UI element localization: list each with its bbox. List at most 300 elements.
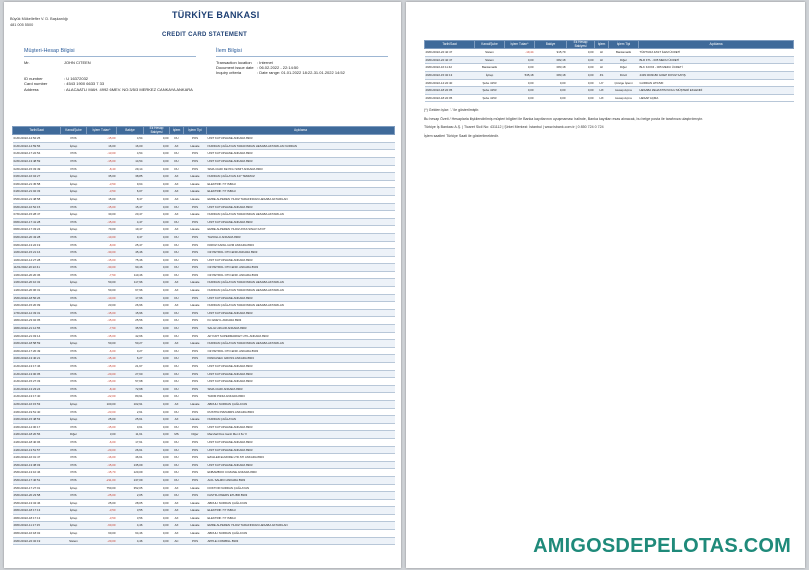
table-row [13,150,395,158]
balance-cell: 0,00 [535,94,567,102]
balance-cell: 915,79 [535,49,567,57]
code-cell: DU [170,150,184,158]
description-cell: UNIT KUTUPHANE ANKARA 8903 [207,438,395,446]
column-header: İşlem Tipi [184,127,207,135]
extra-balance-cell: 0,00 [144,233,170,241]
column-header: İşlem [170,127,184,135]
balance-cell: 083,18 [535,64,567,72]
balance-cell: 57,68 [117,378,144,386]
balance-cell: 29,14 [117,165,144,173]
extra-balance-cell: 0,00 [567,87,595,95]
column-header: Kanal/Şube [61,127,87,135]
type-cell: Havale [184,302,207,310]
amount-cell: -20,00 [87,370,117,378]
table-row [13,461,395,469]
column-header: Ek Hesap Bakiyesi [144,127,170,135]
description-cell: Marshall Dos Isanli Mer.4 6s Yi [207,431,395,439]
extra-balance-cell: 0,00 [144,211,170,219]
table-row [13,393,395,401]
type-cell: Havale [184,522,207,530]
type-cell: Havale [184,279,207,287]
code-cell: AC [170,537,184,545]
amount-cell: -30,00 [87,264,117,272]
type-cell: POS [184,393,207,401]
type-cell: POS [184,408,207,416]
balance-cell: 75,46 [117,256,144,264]
description-cell: OZ PETROL OTO.ENR. ANKARA 8903 [207,264,395,272]
balance-cell: 90,46 [117,264,144,272]
customer-section-title: Müşteri-Hesap Bilgisi [24,48,75,54]
type-cell: Havale [184,195,207,203]
description-cell: UNIT KUTUPHANE ANKARA 8903 [207,135,395,143]
date-cell: 25/01/2022-13:10:46 [13,469,61,477]
date-cell: 28/01/2022-16:18:02 [13,530,61,538]
type-cell: POS [184,150,207,158]
extra-balance-cell: 0,00 [567,94,595,102]
amount-cell: 750,00 [87,484,117,492]
channel-cell: POS [61,271,87,279]
balance-cell: 16,00 [117,142,144,150]
type-cell: POS [184,135,207,143]
amount-cell: -23,00 [87,408,117,416]
table-row [13,385,395,393]
description-cell: UNIT KUTUPHANE ANKARA 8903 [207,256,395,264]
extra-balance-cell: 0,00 [144,142,170,150]
extra-balance-cell: 0,00 [567,79,595,87]
amount-cell: -7,50 [87,325,117,333]
code-cell: AX [170,522,184,530]
description-cell: NURDAN ÇAĞLAYAN TARAFINDAN HESABA AKTARILAN [207,287,395,295]
channel-cell: POS [61,256,87,264]
description-cell: NURDAN ÇAĞLAYAN TARAFINDAN HESABA AKTARILAN NURDAN [207,142,395,150]
extra-balance-cell: 0,00 [144,173,170,181]
amount-cell: -20,00 [87,537,117,545]
channel-cell: POS [61,294,87,302]
extra-balance-cell: 0,00 [144,249,170,257]
balance-cell: 135,09 [117,461,144,469]
type-cell: Havale [184,416,207,424]
description-cell: RUSTPA PIZZAMRS ANKARA 8903 [207,408,395,416]
date-cell: 18/01/2022-21:12:55 [13,325,61,333]
date-cell: 28/01/2022-11:17:15 [13,522,61,530]
extra-balance-cell: 0,00 [144,469,170,477]
table-header-row [13,127,395,135]
date-cell: 24/01/2022-16:01:47 [13,454,61,462]
table-row [13,309,395,317]
table-row [13,180,395,188]
column-header: Bakiye [117,127,144,135]
balance-cell: 26,61 [117,446,144,454]
extra-balance-cell: 0,00 [144,241,170,249]
extra-balance-cell: 0,00 [144,370,170,378]
date-cell: 15/01/2022-18:56:26 [13,294,61,302]
balance-cell: 082,18 [535,56,567,64]
note-line: (*) Gelden işlar: '-' ile gösterilmiştir. [424,108,480,112]
table-row [13,195,395,203]
amount-cell: -15,00 [87,332,117,340]
amount-cell: -13,00 [87,150,117,158]
table-row [13,294,395,302]
amount-cell: 70,00 [87,226,117,234]
description-cell: ABDULI NURDAN ÇAĞLAYAN [207,499,395,507]
extra-balance-cell: 0,00 [144,355,170,363]
description-cell: ELEKTRIK 7/7 ISBAU [207,180,395,188]
table-row [13,241,395,249]
code-cell: DU [170,233,184,241]
amount-cell: -19,44 [505,49,535,57]
type-cell: POS [184,355,207,363]
date-cell: 13/01/2022-20:20:36 [13,271,61,279]
date-cell: 25/01/2022-17:46:51 [13,476,61,484]
channel-cell: İşCep [61,180,87,188]
amount-cell: -6,00 [87,347,117,355]
amount-cell: 25,00 [87,416,117,424]
table-row [13,203,395,211]
extra-balance-cell: 0,00 [144,287,170,295]
extra-balance-cell: 0,00 [144,340,170,348]
balance-cell: 38,85 [117,173,144,181]
extra-balance-cell: 0,00 [144,416,170,424]
balance-cell: 120,09 [117,469,144,477]
date-cell: 29/01/2022-15:32:13 [425,71,475,79]
description-cell: ELEKTRIK 7/7 ISBAU [207,188,395,196]
table-row [13,325,395,333]
extra-balance-cell: 0,00 [144,302,170,310]
channel-cell: POS [61,492,87,500]
channel-cell: Şube 4153 [475,79,505,87]
transactions-table-continued [424,40,794,102]
description-cell: ABDULI NURDAN ÇAĞLAYAN [207,400,395,408]
balance-cell: 352,05 [117,484,144,492]
channel-cell: İşCep [61,226,87,234]
date-cell: 09/01/2022-20:43:28 [13,233,61,241]
table-row [13,446,395,454]
code-cell: DU [170,157,184,165]
channel-cell: Diğer [61,431,87,439]
code-cell: AX [170,279,184,287]
date-cell: 29/01/2022-14:22:40 [425,79,475,87]
description-cell: ELEKTRIK 7/7 ISBAU [207,514,395,522]
description-cell: NURDAN ÇAĞLAYAN TARAFINDAN HESABA AKTARILAN [207,302,395,310]
amount-cell: -6,00 [87,438,117,446]
type-cell: POS [184,385,207,393]
channel-cell: POS [61,476,87,484]
type-cell: POS [184,446,207,454]
channel-cell: İşCep [61,188,87,196]
type-cell: Havale [184,484,207,492]
extra-balance-cell: 0,00 [144,203,170,211]
type-cell: POS [184,241,207,249]
description-cell: NURDAN ÇAĞLAYAN TARAFINDAN HESABA AKTARILAN [207,340,395,348]
balance-cell: 083,18 [535,71,567,79]
date-cell: 29/01/2022-22:32:19 [13,537,61,545]
date-cell: 29/01/2022-22:42:47 [425,56,475,64]
type-cell: POS [184,492,207,500]
channel-cell: İşCep [61,340,87,348]
table-row [13,271,395,279]
code-cell: DU [170,249,184,257]
statement-page-1 [4,2,401,568]
amount-cell: -3,50 [87,507,117,515]
description-cell: KIRKIZ KAPALI AVM ANKARA 8903 [207,241,395,249]
amount-cell: -211,00 [87,476,117,484]
balance-cell: 4,54 [117,135,144,143]
amount-cell: -15,00 [87,378,117,386]
balance-cell: 46,61 [117,454,144,462]
date-cell: 16/01/2022-15:20:09 [13,302,61,310]
extra-balance-cell: 0,00 [144,423,170,431]
code-cell: AX [170,416,184,424]
amount-cell: 0,00 [505,79,535,87]
code-cell: AX [170,499,184,507]
extra-balance-cell: 0,00 [144,150,170,158]
description-cell: EMRE ALPEREN YILDIZ ATAS SINAV KAYIT [207,226,395,234]
description-cell: UNIT KUTUPHANE ANKARA 8903 [207,218,395,226]
balance-cell: 15,96 [117,309,144,317]
balance-cell: 35,56 [117,325,144,333]
channel-cell: İşCep [61,499,87,507]
balance-cell: 42,66 [117,332,144,340]
type-cell: POS [184,317,207,325]
table-row [13,530,395,538]
table-row [13,378,395,386]
extra-balance-cell: 0,00 [144,264,170,272]
channel-cell: POS [61,438,87,446]
extra-balance-cell: 0,00 [144,309,170,317]
description-cell: ACIL SAHIKO ANKARA 8903 [207,476,395,484]
date-cell: 10/01/2022-14:27:28 [13,256,61,264]
channel-cell: İşCep [475,71,505,79]
amount-cell: -15,00 [87,317,117,325]
description-cell: APPLE.COM/BILL 8903 [207,537,395,545]
code-cell: DU [170,492,184,500]
code-cell: DU [170,438,184,446]
type-cell: Diğer [184,431,207,439]
amount-cell: -15,40 [87,355,117,363]
customer-address-row: Address : ALACAATLI MAH. 4992 6MEV. NO:3/5/3 MERKEZ CANKAYA ANKARA [24,86,193,92]
description-cell: UNIT KUTUPHANE ANKARA 8903 [207,157,395,165]
extra-balance-cell: 0,00 [144,135,170,143]
description-cell: TAZOGLU ANKARA 8903 [207,233,395,241]
channel-cell: POS [61,454,87,462]
type-cell: Hesap Açma [609,94,639,102]
table-row [13,302,395,310]
date-cell: 25/01/2022-13:34:46 [13,499,61,507]
extra-balance-cell: 0,00 [144,492,170,500]
column-header: İşlem [595,41,609,49]
table-row [425,87,794,95]
channel-cell: POS [61,241,87,249]
code-cell: AX [170,530,184,538]
channel-cell: POS [61,332,87,340]
code-cell: AX [170,507,184,515]
description-cell: TADIM PIZZA ANKARA 8903 [207,393,395,401]
channel-cell: İşCep [61,302,87,310]
balance-cell: 28,05 [117,499,144,507]
balance-cell: 6,07 [117,188,144,196]
table-row [13,423,395,431]
code-cell: DU [170,454,184,462]
code-cell: DU [170,317,184,325]
channel-cell: POS [61,157,87,165]
type-cell: Havale [184,499,207,507]
table-row [425,49,794,57]
transactions-table [12,126,395,545]
statement-page-2 [406,2,805,568]
amount-cell: 35,00 [87,173,117,181]
balance-cell: 21,67 [117,363,144,371]
type-cell: Havale [184,226,207,234]
table-row [13,522,395,530]
type-cell: Diğer [609,64,639,72]
channel-cell: İşCep [61,173,87,181]
channel-cell: POS [61,355,87,363]
date-cell: 23/01/2022-19:51:40 [13,408,61,416]
code-cell: DU [170,446,184,454]
date-cell: 13/01/2022-20:10:32 [13,279,61,287]
column-header: İşlem Tutarı* [505,41,535,49]
column-header: Ek Hesap Bakiyesi [567,41,595,49]
balance-cell: 27,60 [117,370,144,378]
type-cell: Havale [184,340,207,348]
table-row [13,408,395,416]
balance-cell: 117,96 [117,279,144,287]
amount-cell: 25,00 [87,499,117,507]
code-cell: AX [170,287,184,295]
table-row [13,211,395,219]
extra-balance-cell: 0,00 [144,218,170,226]
extra-balance-cell: 0,00 [144,461,170,469]
amount-cell: -3,50 [87,188,117,196]
code-cell: HY [595,79,609,87]
balance-cell: 4,54 [117,150,144,158]
code-cell: DU [170,294,184,302]
type-cell: Havale [184,180,207,188]
type-cell: POS [184,309,207,317]
code-cell: DU [170,165,184,173]
description-cell: UNIT KUTUPHANE ANKARA 8903 [207,294,395,302]
balance-cell: 2,61 [117,408,144,416]
amount-cell: 50,00 [87,287,117,295]
code-cell: HI [595,56,609,64]
table-row [13,317,395,325]
description-cell: ABDULI NURDAN ÇAĞLAYAN [207,530,395,538]
table-row [13,438,395,446]
balance-cell: 4,46 [117,537,144,545]
code-cell: AX [170,302,184,310]
table-row [13,431,395,439]
column-header: Açıklama [207,127,395,135]
description-cell: OZ PETROL OTO.ENR. ANKARA 8903 [207,271,395,279]
channel-cell: POS [61,165,87,173]
table-row [13,537,395,545]
balance-cell: 0,61 [117,423,144,431]
balance-cell: 17,96 [117,294,144,302]
amount-cell: -7,50 [87,271,117,279]
description-cell: TÜRTURA FAST İLEM ÜCRETİ [639,49,794,57]
date-cell: 21/01/2022-13:17:46 [13,363,61,371]
extra-balance-cell: 0,00 [144,188,170,196]
extra-balance-cell: 0,00 [144,226,170,234]
balance-cell: 19,47 [117,226,144,234]
code-cell: DU [170,332,184,340]
date-cell: 22/01/2022-16:15:53 [13,400,61,408]
date-cell: 14/01/2022-20:06:31 [13,287,61,295]
balance-cell: 14,54 [117,157,144,165]
description-cell: ENBAMBOO COZANE ANKARA 8903 [207,469,395,477]
balance-cell: 15,47 [117,203,144,211]
bank-name: TÜRKİYE BANKASI [172,10,260,20]
table-row [13,492,395,500]
description-cell: FASTFLOWERS ETLIBR 8903 [207,492,395,500]
balance-cell: 26,96 [117,302,144,310]
amount-cell: -15,00 [87,309,117,317]
description-cell: SALIH UZGUR ANKARA 8903 [207,325,395,333]
table-header-row [425,41,794,49]
table-row [13,370,395,378]
extra-balance-cell: 0,00 [144,180,170,188]
description-cell: UNIT KUTUPHANE ANKARA 8903 [207,461,395,469]
type-cell: POS [184,157,207,165]
table-row [13,454,395,462]
channel-cell: POS [61,150,87,158]
type-cell: POS [184,423,207,431]
date-cell: 28/01/2022-18:17:13 [13,507,61,515]
channel-cell: POS [61,249,87,257]
amount-cell: -10,00 [87,233,117,241]
channel-cell: Sistem [475,56,505,64]
extra-balance-cell: 0,00 [144,317,170,325]
table-row [13,507,395,515]
info-issue-date-row: Document issue date : 06.02.2022 - 22:14:50 [216,65,299,71]
channel-cell: İşCep [61,142,87,150]
date-cell: 19/01/2022-21:03:14 [13,332,61,340]
table-row [425,94,794,102]
channel-cell: POS [61,385,87,393]
extra-balance-cell: 0,00 [567,71,595,79]
type-cell: POS [184,264,207,272]
channel-cell: POS [61,317,87,325]
type-cell: Havale [184,211,207,219]
extra-balance-cell: 0,00 [144,400,170,408]
amount-cell: -10,00 [87,294,117,302]
table-row [13,416,395,424]
amount-cell: -15,00 [87,135,117,143]
type-cell: POS [184,218,207,226]
balance-cell: 25,61 [117,416,144,424]
watermark: AMIGOSDEPELOTAS.COM [533,535,791,557]
channel-cell: İşCep [61,507,87,515]
amount-cell: -15,00 [87,256,117,264]
channel-cell: POS [61,309,87,317]
amount-cell: -30,00 [87,249,117,257]
date-cell: 23/01/2022-15:48:53 [13,416,61,424]
code-cell: DU [170,378,184,386]
table-row [13,226,395,234]
column-header: İşlem Tipi [609,41,639,49]
type-cell: Diğer [609,56,639,64]
extra-balance-cell: 0,00 [144,499,170,507]
description-cell: NURDAN ÇAĞLAYAN TARAFINDAN HESABA AKTARILAN [207,211,395,219]
code-cell: MS [170,431,184,439]
date-cell: 23/01/2022-14:00:17 [13,423,61,431]
type-cell: POS [184,165,207,173]
code-cell: AX [170,188,184,196]
amount-cell: -3,50 [87,180,117,188]
description-cell: ELEKTRIK 7/7 ISBAU [207,507,395,515]
channel-cell: POS [61,233,87,241]
table-row [13,340,395,348]
